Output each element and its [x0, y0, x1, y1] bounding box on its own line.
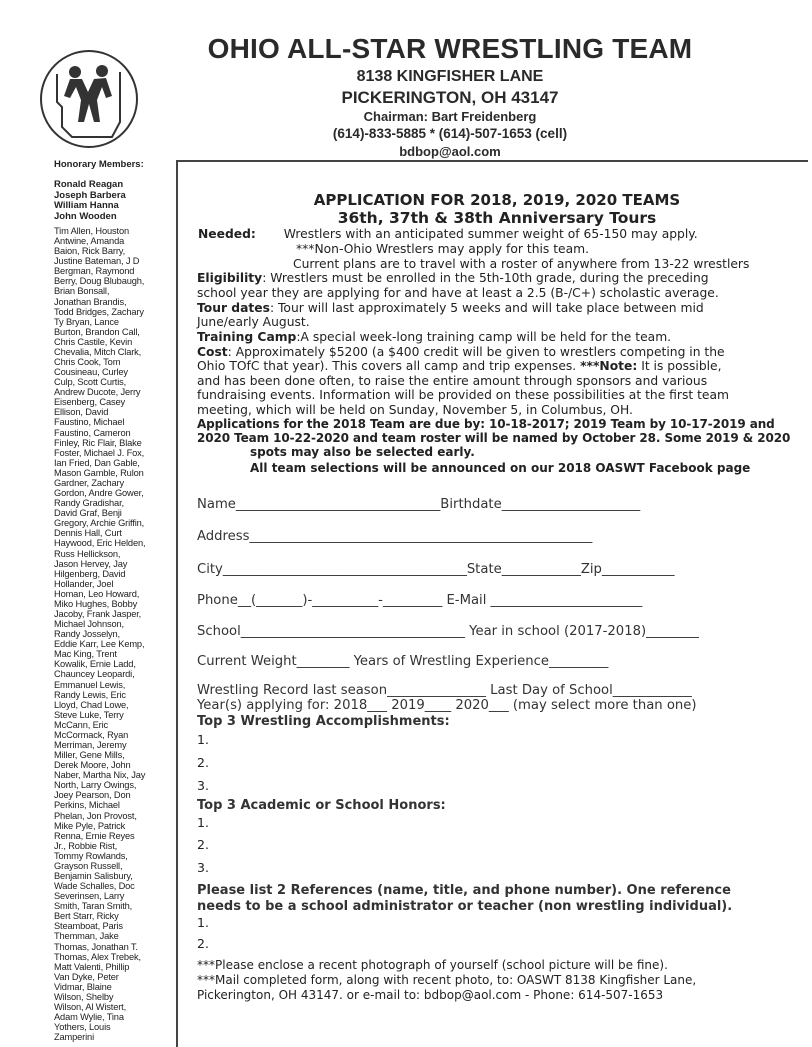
- member-name: Kowalik, Ernie Ladd,: [54, 659, 136, 670]
- member-name: Merriman, Jeremy: [54, 739, 127, 750]
- member-name: Todd Bridges, Zachary: [54, 306, 144, 317]
- member-name: Tim Allen, Houston: [54, 226, 129, 236]
- members-list: [54, 226, 158, 1042]
- member-name: Faustino, Cameron: [54, 427, 131, 438]
- member-name: Thomas, Jonathan T.: [54, 941, 138, 952]
- tour-label: Tour dates: [197, 301, 270, 315]
- city-state-zip-field[interactable]: City_____________________________________State____________Zip___________: [197, 562, 675, 577]
- member-name: Baion, Rick Barry,: [54, 246, 126, 257]
- member-name: Wade Schalles, Doc: [54, 881, 135, 892]
- accomplishment-3[interactable]: 3.: [197, 778, 209, 793]
- member-name: Phelan, Jon Provost,: [54, 810, 137, 821]
- honorary-members-title: Honorary Members:: [54, 159, 144, 170]
- org-address-1: 8138 KINGFISHER LANE: [356, 68, 544, 85]
- member-name: Lloyd, Chad Lowe,: [54, 699, 129, 710]
- eligibility-row: [197, 271, 709, 285]
- member-name: Finley, Ric Flair, Blake: [54, 437, 142, 448]
- honorary-name: William Hanna: [54, 200, 119, 212]
- member-name: Andrew Ducote, Jerry: [54, 387, 141, 398]
- honor-3[interactable]: 3.: [197, 860, 209, 875]
- member-name: Ellison, David: [54, 407, 109, 418]
- member-name: Ty Bryan, Lance: [54, 316, 119, 327]
- tour-row: [197, 301, 704, 315]
- honorary-name: Joseph Barbera: [54, 189, 126, 201]
- member-name: Adam Wylie, Tina: [54, 1012, 124, 1023]
- honorary-name: Ronald Reagan: [54, 179, 124, 190]
- camp-row: [197, 330, 671, 344]
- member-name: Hilgenberg, David: [54, 568, 126, 579]
- member-name: Jacoby, Frank Jasper,: [54, 608, 142, 619]
- eligibility-text-2: school year they are applying for and have at least a 2.5 (B-/C+) scholastic average.: [197, 286, 719, 300]
- cost-row-2: [197, 359, 722, 373]
- accomplishments-title: Top 3 Wrestling Accomplishments:: [197, 714, 450, 729]
- member-name: Jr., Robbie Rist,: [54, 840, 118, 851]
- member-name: Thomas, Alex Trebek,: [54, 951, 141, 962]
- member-name: Naber, Martha Nix, Jay: [54, 770, 146, 781]
- member-name: Chris Cook, Tom: [54, 357, 121, 368]
- cost-row: [197, 345, 725, 359]
- member-name: Gordon, Andre Gower,: [54, 488, 144, 499]
- record-lastday-field[interactable]: Wrestling Record last season_______________ Last Day of School____________: [197, 683, 692, 698]
- member-name: Russ Hellickson,: [54, 548, 121, 559]
- member-name: Eddie Karr, Lee Kemp,: [54, 639, 145, 650]
- member-name: Benjamin Salisbury,: [54, 871, 133, 881]
- reference-1[interactable]: 1.: [197, 915, 209, 930]
- member-name: Smith, Taran Smith,: [54, 901, 133, 912]
- member-name: Zamperini: [54, 1032, 94, 1043]
- footer-contact: Pickerington, OH 43147. or e-mail to: bdbop@aol.com - Phone: 614-507-1653: [197, 988, 664, 1002]
- member-name: Randy Lewis, Eric: [54, 689, 126, 700]
- phone-email-field[interactable]: Phone__(_______)-__________-_________ E-Mail _______________________: [197, 593, 643, 608]
- camp-text: :A special week-long training camp will be held for the team.: [296, 330, 672, 344]
- footer-photo-note: ***Please enclose a recent photograph of yourself (school picture will be fine).: [197, 958, 668, 972]
- cost-label: Cost: [197, 345, 228, 359]
- references-text-2: needs to be a school administrator or teacher (non wrestling individual).: [197, 899, 733, 914]
- wrestlers-icon: [42, 52, 136, 146]
- member-name: Perkins, Michael: [54, 800, 120, 811]
- announcement: All team selections will be announced on our 2018 OASWT Facebook page: [250, 461, 751, 475]
- member-name: Randy Gradishar,: [54, 498, 124, 509]
- tour-text: : Tour will last approximately 5 weeks and will take place between mid: [269, 301, 704, 315]
- phone-numbers: (614)-833-5885 * (614)-507-1653 (cell): [332, 126, 568, 141]
- chairman: Chairman: Bart Freidenberg: [363, 109, 537, 124]
- cost-text-5: meeting, which will be held on Sunday, November 5, in Columbus, OH.: [197, 403, 633, 417]
- weight-experience-field[interactable]: Current Weight________ Years of Wrestling Experience_________: [197, 654, 609, 669]
- org-address-2: PICKERINGTON, OH 43147: [341, 88, 559, 107]
- member-name: Dennis Hall, Curt: [54, 528, 122, 539]
- member-name: Homan, Leo Howard,: [54, 588, 140, 599]
- member-name: Yothers, Louis: [54, 1022, 111, 1033]
- wrestling-logo: [40, 50, 138, 148]
- address-field[interactable]: Address____________________________________________________: [197, 529, 593, 544]
- member-name: McCormack, Ryan: [54, 729, 129, 740]
- member-name: Wilson, Shelby: [54, 991, 114, 1002]
- member-name: Steve Luke, Terry: [54, 709, 124, 720]
- needed-text-2: ***Non-Ohio Wrestlers may apply for this team.: [296, 242, 590, 256]
- member-name: McCann, Eric: [54, 719, 108, 730]
- honor-1[interactable]: 1.: [197, 815, 209, 830]
- member-name: Antwine, Amanda: [54, 236, 125, 247]
- accomplishment-1[interactable]: 1.: [197, 732, 209, 747]
- member-name: Berry, Doug Blubaugh,: [54, 276, 145, 287]
- references-text-1: Please list 2 References (name, title, and phone number). One reference: [197, 883, 731, 898]
- member-name: Mac King, Trent: [54, 649, 117, 660]
- member-name: Tommy Rowlands,: [54, 850, 128, 861]
- org-title: OHIO ALL-STAR WRESTLING TEAM: [207, 33, 693, 64]
- member-name: Mike Pyle, Patrick: [54, 820, 126, 831]
- member-name: Jason Hervey, Jay: [54, 558, 128, 569]
- cost-text-4: fundraising events. Information will be provided on these possibilities at the first team: [197, 388, 730, 402]
- member-name: Randy Josselyn,: [54, 629, 120, 640]
- member-name: Miko Hughes, Bobby: [54, 598, 138, 609]
- member-name: Grayson Russell,: [54, 860, 123, 871]
- tour-text-2: June/early August.: [197, 315, 310, 329]
- years-applying-field[interactable]: Year(s) applying for: 2018___ 2019____ 2020___ (may select more than one): [197, 698, 697, 713]
- member-name: Wilson, Al Wistert,: [54, 1002, 127, 1013]
- member-name: Gardner, Zachary: [54, 477, 124, 488]
- member-name: Cousineau, Curley: [54, 367, 128, 378]
- member-name: Eisenberg, Casey: [54, 397, 125, 408]
- member-name: Chris Castile, Kevin: [54, 336, 133, 347]
- honorary-list: [54, 180, 158, 222]
- member-name: Themman, Jake: [54, 931, 119, 942]
- accomplishment-2[interactable]: 2.: [197, 755, 209, 770]
- member-name: Chauncey Leopardi,: [54, 669, 135, 680]
- cost-note: ***Note:: [580, 359, 638, 373]
- member-name: Haywood, Eric Helden,: [54, 538, 146, 549]
- member-name: Emmanuel Lewis,: [54, 679, 126, 690]
- org-email: bdbop@aol.com: [399, 144, 501, 159]
- member-name: Foster, Michael J. Fox,: [54, 447, 145, 458]
- member-name: Severinsen, Larry: [54, 891, 125, 902]
- member-name: Hollander, Joel: [54, 578, 114, 589]
- needed-row: [198, 227, 698, 241]
- cost-text-3: and has been done often, to raise the entire amount through sponsors and various: [197, 374, 708, 388]
- member-name: Vidmar, Blaine: [54, 981, 112, 992]
- needed-text-3: Current plans are to travel with a roster of anywhere from 13-22 wrestlers: [293, 257, 750, 271]
- due-text-2: 2020 Team 10-22-2020 and team roster will be named by October 28. Some 2019 & 2020: [197, 431, 791, 445]
- member-name: Miller, Gene Mills,: [54, 750, 125, 761]
- honor-2[interactable]: 2.: [197, 837, 209, 852]
- application-title: APPLICATION FOR 2018, 2019, 2020 TEAMS: [313, 191, 681, 209]
- name-birthdate-field[interactable]: Name_______________________________Birthdate_____________________: [197, 497, 641, 512]
- member-name: Justine Bateman, J D: [54, 256, 140, 267]
- camp-label: Training Camp: [197, 330, 297, 344]
- member-name: Joey Pearson, Don: [54, 790, 131, 801]
- member-name: Steamboat, Paris: [54, 921, 123, 932]
- due-text-1: Applications for the 2018 Team are due by: 10-18-2017; 2019 Team by 10-17-2019 and: [197, 417, 775, 431]
- honors-title: Top 3 Academic or School Honors:: [197, 798, 446, 813]
- member-name: Ian Fried, Dan Gable,: [54, 457, 140, 468]
- honorary-name: John Wooden: [54, 210, 117, 222]
- member-name: Chevalia, Mitch Clark,: [54, 346, 142, 357]
- member-name: David Graf, Benji: [54, 508, 122, 519]
- member-name: Derek Moore, John: [54, 760, 131, 771]
- school-year-field[interactable]: School__________________________________ Year in school (2017-2018)________: [197, 624, 699, 639]
- member-name: Matt Valenti, Phillip: [54, 961, 130, 972]
- member-name: North, Larry Owings,: [54, 780, 137, 791]
- application-subtitle: 36th, 37th & 38th Anniversary Tours: [337, 209, 657, 227]
- reference-2[interactable]: 2.: [197, 936, 209, 951]
- member-name: Bert Starr, Ricky: [54, 911, 119, 922]
- member-name: Bergman, Raymond: [54, 266, 135, 277]
- member-name: Jonathan Brandis,: [54, 296, 127, 307]
- member-name: Brian Bonsall,: [54, 286, 110, 297]
- member-name: Mason Gamble, Rulon: [54, 467, 144, 478]
- cost-text: : Approximately $5200 (a $400 credit will be given to wrestlers competing in the: [227, 345, 725, 359]
- member-name: Michael Johnson,: [54, 619, 124, 630]
- needed-text: Wrestlers with an anticipated summer weight of 65-150 may apply.: [283, 227, 698, 241]
- cost-text-2a: Ohio TOfC that year). This covers all camp and trip expenses.: [197, 359, 581, 373]
- due-text-3: spots may also be selected early.: [250, 445, 475, 459]
- eligibility-label: Eligibility: [197, 271, 263, 285]
- needed-label: Needed:: [198, 227, 256, 241]
- member-name: Burton, Brandon Call,: [54, 326, 140, 337]
- footer-mail-note: ***Mail completed form, along with recent photo, to: OASWT 8138 Kingfisher Lane,: [197, 973, 697, 987]
- member-name: Van Dyke, Peter: [54, 971, 119, 982]
- member-name: Renna, Ernie Reyes: [54, 830, 135, 841]
- member-name: Culp, Scott Curtis,: [54, 377, 127, 388]
- member-name: Faustino, Michael: [54, 417, 125, 428]
- eligibility-text: : Wrestlers must be enrolled in the 5th-10th grade, during the preceding: [262, 271, 709, 285]
- cost-text-2b: It is possible,: [637, 359, 722, 373]
- member-name: Gregory, Archie Griffin,: [54, 518, 145, 529]
